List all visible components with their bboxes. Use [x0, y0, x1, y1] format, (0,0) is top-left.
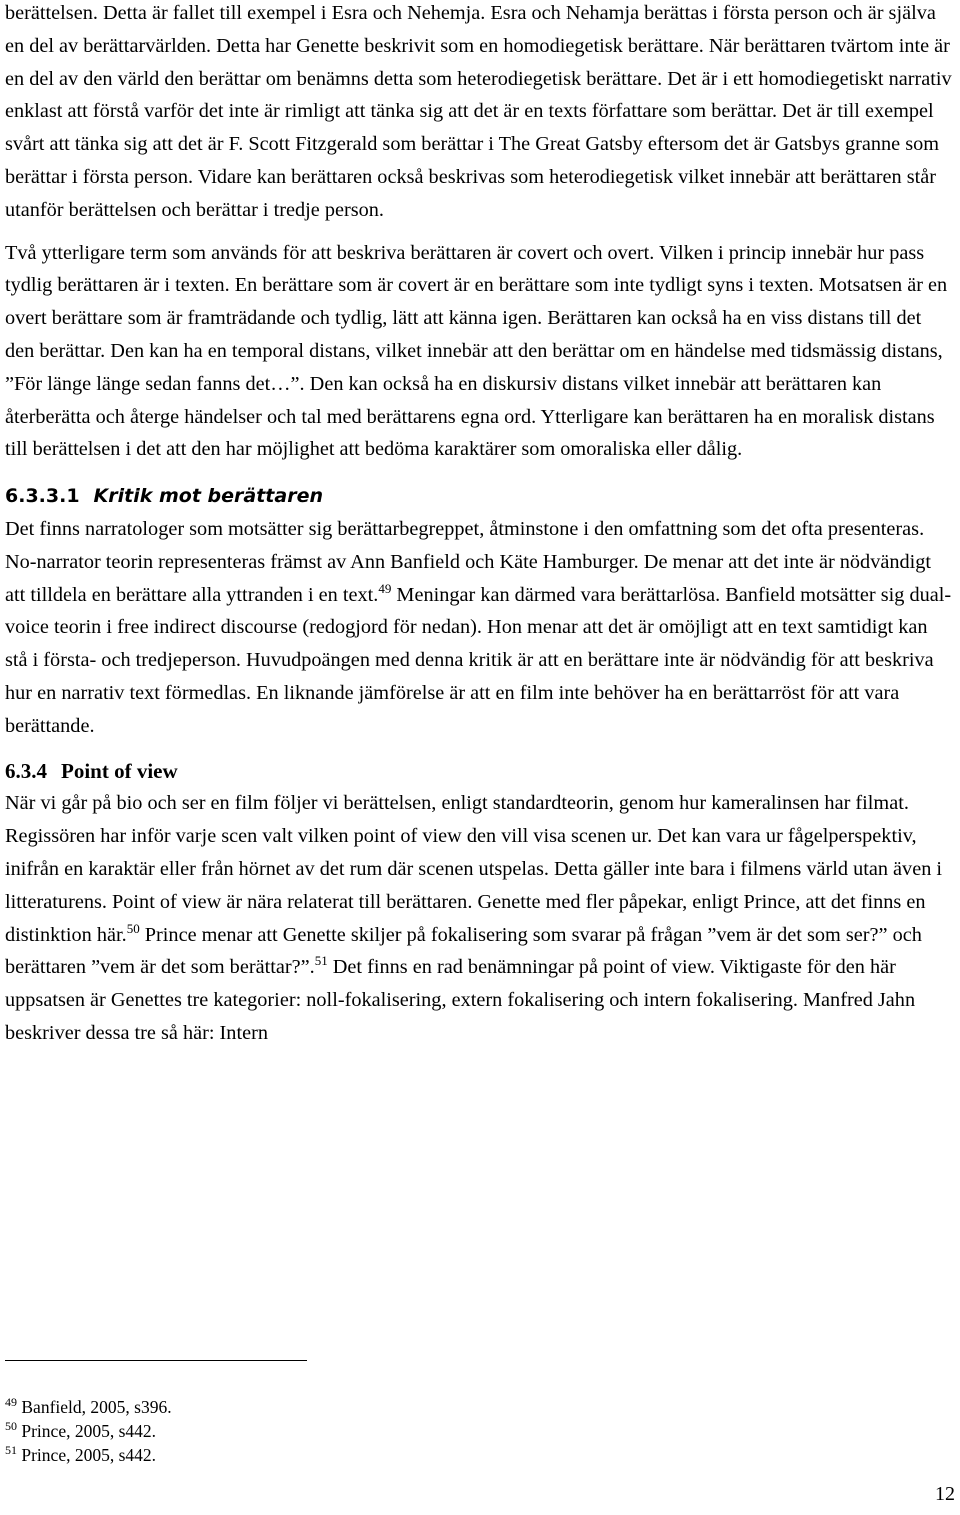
page-number: 12: [935, 1483, 955, 1505]
footnotes: [5, 1395, 172, 1467]
paragraph-text: Det finns en rad benämningar på point of view. Viktigaste för den här uppsatsen är Genettes tre kategorier: noll-fokalisering, extern fokalisering och intern fokalisering. Manfred Jahn beskriver dessa tre så här: Intern: [5, 956, 916, 1044]
footnote-text: Prince, 2005, s442.: [21, 1445, 157, 1465]
paragraph-text: När vi går på bio och ser en film följer vi berättelsen, enligt standardteorin, genom hur kameralinsen har filmat. Regissören har inför varje scen valt vilken point of view den vill visa scenen ur. Det kan vara ur fågelperspektiv, inifrån en karaktär eller från hörnet av det rum där scenen utspelas. Detta gäller inte bara i filmens värld utan även i litteraturens. Point of view är nära relaterat till berättaren. Genette med fler påpekar, enligt Prince, att det finns en distinktion här.: [5, 792, 943, 946]
footnote: [5, 1419, 172, 1443]
footnote-ref[interactable]: 50: [126, 920, 140, 936]
footnote-text: Prince, 2005, s442.: [21, 1421, 157, 1441]
paragraph-text: Meningar kan därmed vara berättarlösa. Banfield motsätter sig dual-voice teorin i free indirect discourse (redogjord för nedan). Hon menar att det är omöjligt att en text samtidigt kan stå i första- och tredjeperson. Huvudpoängen med denna kritik är att en berättare inte är nödvändig för att beskriva hur en narrativ text förmedlas. En liknande jämförelse är att en film inte behöver ha en berättarröst för att vara berättande.: [5, 583, 952, 737]
footnote-number: 49: [5, 1395, 17, 1409]
section-number: 6.3.3.1: [5, 485, 80, 508]
footnote-number: 51: [5, 1443, 17, 1457]
footnote: [5, 1395, 172, 1419]
paragraph-narrator-types: berättelsen. Detta är fallet till exempel i Esra och Nehemja. Esra och Nehamja berättas i första person och är själva en del av berättarvärlden. Detta har Genette beskrivit som en homodiegetisk berättare. När berättaren tvärtom inte är en del av den värld den berättar om benämns detta som heterodiegetisk berättare. Det är i ett homodiegetiskt narrativ enklast att förstå varför det inte är rimligt att tänka sig att det är en texts författare som berättar. Det är till exempel svårt att tänka sig att det är F. Scott Fitzgerald som berättar i The Great Gatsby eftersom det är Gatsbys granne som berättar i första person. Vidare kan berättaren också beskrivas som heterodiegetisk vilket innebär att berättaren står utanför berättelsen och berättar i tredje person.: [5, 2, 952, 221]
paragraph-no-narrator: [5, 513, 955, 743]
footnote-ref[interactable]: 51: [314, 953, 328, 969]
section-heading-kritik: [5, 480, 955, 513]
footnote-number: 50: [5, 1419, 17, 1433]
section-title: Kritik mot berättaren: [93, 485, 323, 508]
document-page: [5, 0, 955, 1050]
footnote-separator: [5, 1360, 307, 1361]
footnote-text: Banfield, 2005, s396.: [21, 1397, 172, 1417]
section-title: Point of view: [61, 758, 178, 783]
paragraph-point-of-view: [5, 787, 955, 1049]
footnote-ref[interactable]: 49: [378, 580, 392, 596]
paragraph-covert-overt: Två ytterligare term som används för att beskriva berättaren är covert och overt. Vilken i princip innebär hur pass tydlig berättaren är i texten. En berättare som är covert är en berättare som inte tydligt syns i texten. Motsatsen är en overt berättare som är framträdande och tydlig, lätt att känna igen. Berättaren kan också ha en viss distans till det den berättar. Den kan ha en temporal distans, vilket innebär att den berättar om en händelse med tidsmässig distans, ”För länge länge sedan fanns det…”. Den kan också ha en diskursiv distans vilket innebär att berättaren kan återberätta och återge händelser och tal med berättarens egna ord. Ytterligare kan berättaren ha en moralisk distans till berättelsen i det att den har möjlighet att bedöma karaktärer som omoraliska eller dålig.: [5, 241, 948, 461]
footnote: [5, 1443, 172, 1467]
paragraph-text: Det finns narratologer som motsätter sig berättarbegreppet, åtminstone i den omfattning som det ofta presenteras. No-narrator teorin representeras främst av Ann Banfield och Käte Hamburger. De menar att det inte är nödvändigt att tilldela en berättare alla yttranden i en text.: [5, 517, 932, 606]
section-number: 6.3.4: [5, 758, 47, 783]
paragraph-text: Prince menar att Genette skiljer på fokalisering som svarar på frågan ”vem är det som ser?” och berättaren ”vem är det som berättar?”.: [5, 923, 922, 979]
section-heading-point-of-view: [5, 755, 955, 788]
